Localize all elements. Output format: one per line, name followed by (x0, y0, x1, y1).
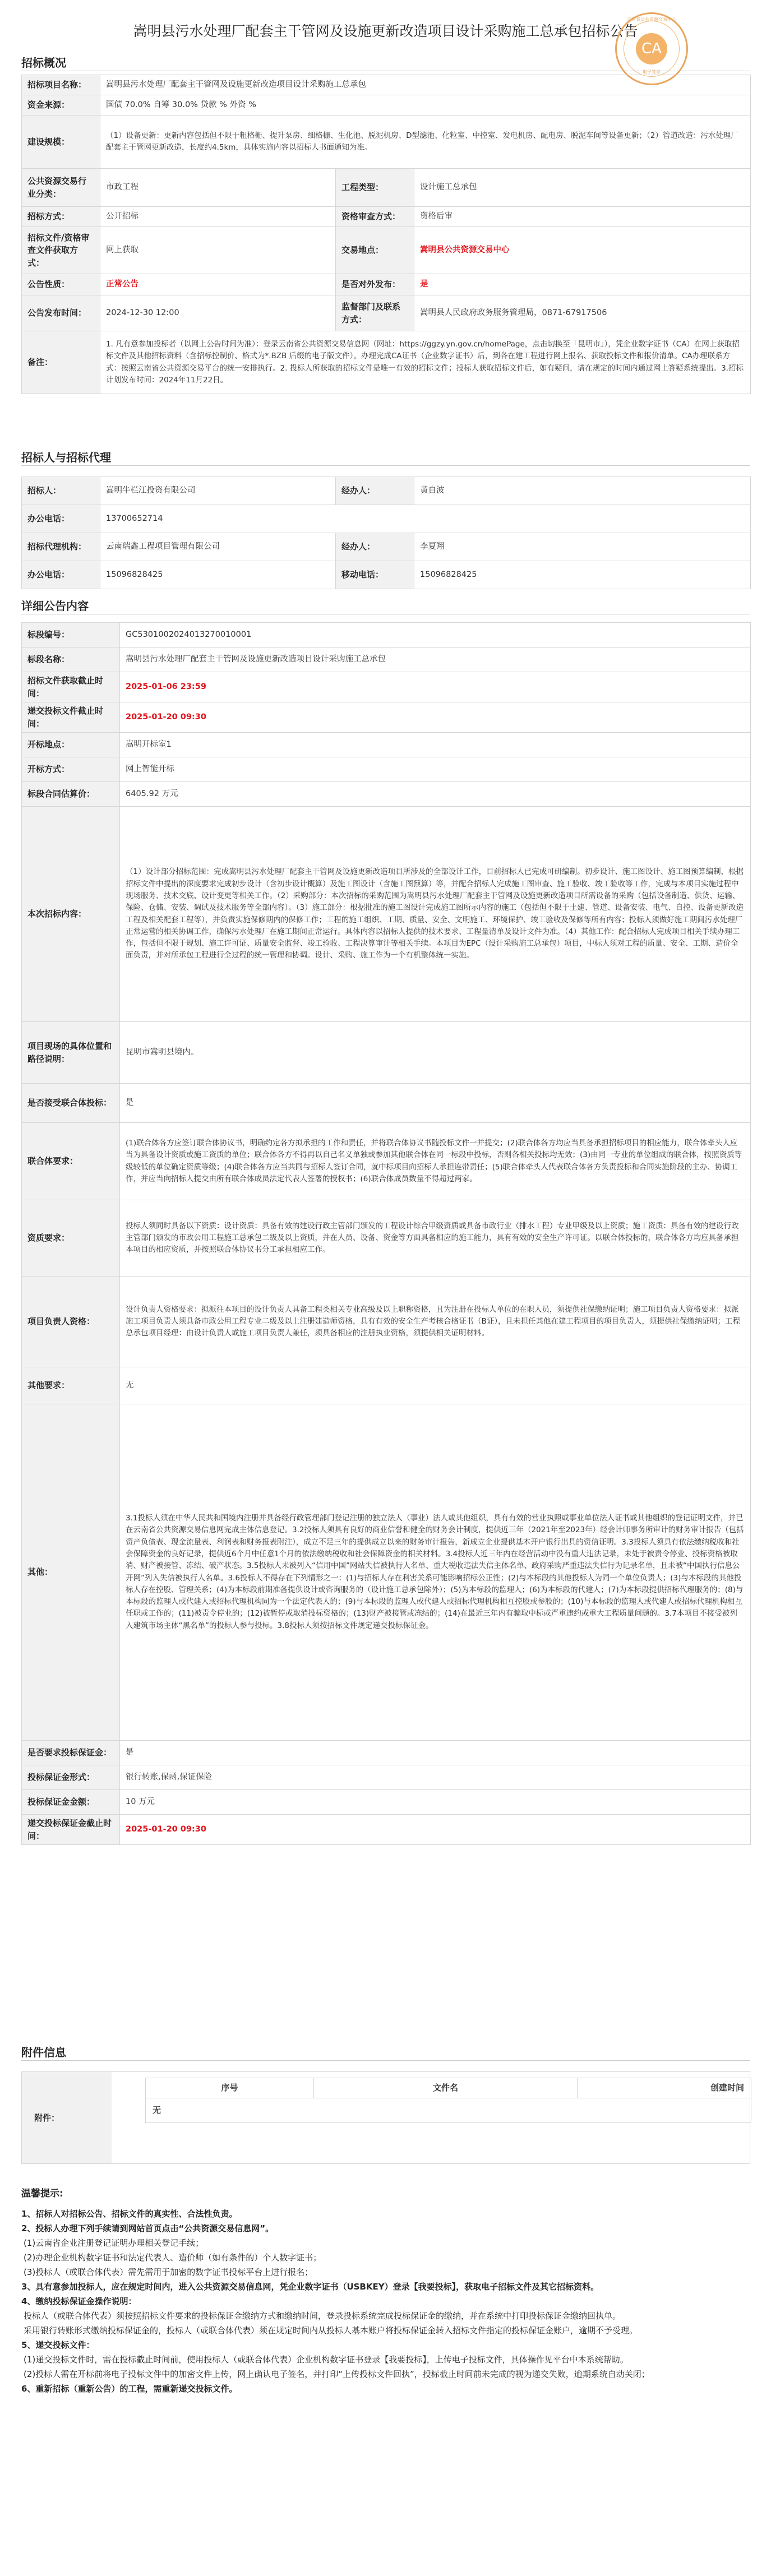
agency: 云南瑞鑫工程项目管理有限公司 (100, 533, 336, 561)
label: 经办人： (336, 477, 414, 505)
col-header: 文件名 (314, 2078, 578, 2098)
tenderer: 嵩明牛栏江投资有限公司 (100, 477, 336, 505)
label: 公告发布时间： (22, 295, 100, 331)
note-line: 采用银行转账形式缴纳投标保证金的，投标人（或联合体代表）须在规定时间内从投标人基本账户将投标保证金转入招标文件指定的投标保证金账户，逾期不予受理。 (24, 2325, 638, 2335)
overview-table (21, 75, 751, 394)
page-title: 嵩明县污水处理厂配套主干管网及设施更新改造项目设计采购施工总承包招标公告 (133, 23, 638, 39)
external-publish: 是 (414, 274, 751, 295)
label: 是否要求投标保证金： (22, 1741, 120, 1765)
label: 递交投标文件截止时间： (22, 702, 120, 733)
note-line: (3)投标人（或联合体代表）需先需用于加密的数字证书投标平台上进行报名； (24, 2267, 313, 2277)
seal-logo: CA (636, 33, 667, 64)
label: 标段合同估算价： (22, 782, 120, 807)
label: 招标文件获取截止时间： (22, 672, 120, 702)
trade-category: 市政工程 (100, 169, 336, 207)
label: 是否接受联合体投标： (22, 1084, 120, 1123)
details-table (21, 622, 751, 1845)
divider (21, 2060, 750, 2061)
margin-form: 银行转账,保函,保证保险 (120, 1765, 751, 1790)
label: 移动电话： (336, 561, 414, 589)
notice-nature: 正常公告 (100, 274, 336, 295)
monitor-dept: 嵩明县人民政府政务服务管理局，0871-67917506 (414, 295, 751, 331)
label: 招标方式： (22, 207, 100, 227)
label: 项目负责人资格： (22, 1277, 120, 1367)
label: 招标文件/资格审查文件获取方式： (22, 227, 100, 274)
attachment-table (145, 2078, 751, 2123)
section-code: GC5301002024013270010001 (120, 623, 751, 648)
section-title-people: 招标人与招标代理 (21, 451, 111, 464)
divider (21, 465, 750, 466)
label: 公告性质： (22, 274, 100, 295)
joint-requirements: (1)联合体各方应签订联合体协议书，明确约定各方拟承担的工作和责任，并将联合体协议书随投标文件一并提交；(2)联合体各方均应当具备承担招标项目的相应能力，联合体牵头人应当为具备设计资质或施工资质的单位；联合体各方不得再以自己名义单独或参加其他联合体在同一标段中投标，否则各相关投标均无效；(3)由同一专业的单位组成的联合体，按照资质等级较低的单位确定资质等级；(4)联合体各方应当共同与招标人签订合同，就中标项目向招标人承担连带责任；(5)联合体牵头人代表联合体各方负责投标和合同实施阶段的主办、协调工作，并应当向招标人提交由所有联合体成员法定代表人签署的授权书；(6)联合体成员数量不得超过两家。 (120, 1123, 751, 1200)
label: 交易地点： (336, 227, 414, 274)
label: 项目现场的具体位置和路径说明： (22, 1022, 120, 1084)
tender-scope: （1）设计部分招标范围：完成嵩明县污水处理厂配套主干管网及设施更新改造项目所涉及的全部设计工作，目前招标人已完成可研编制。初步设计、施工图设计、施工图预算编制，根据招标文件中提出的深度要求完成初步设计（含初步设计概算）及施工图设计（含施工图预算）等，并配合招标人完成施工图审查、施工验收、竣工验收等工作，完成与本项目实施过程中现场服务、技术交底、设计变更等相关工作。（2）采购部分：本次招标的采购范围为嵩明县污水处理厂配套主干管网及设施更新改造项目所需设备的采购（包括设备制造、供货、运输、保险、仓储、安装、调试及技术服务等全部内容）。（3）施工部分：根据批准的施工图设计完成施工图所示内容的施工（包括但不限于土建、管道、设备安装、电气、自控、设备更新改造工程及相关配套工程等），并负责实施保修期内的保修工作；工程的施工组织、工期、质量、安全、文明施工、环境保护、竣工验收及保修等所有内容；投标人须做好施工期间污水处理厂正常运营的相关协调工作，确保污水处理厂在施工期间正常运行。具体内容以招标人提供的技术要求、工程量清单及设计文件为准。（4）其他工作：配合招标人完成项目相关手续办理工作，包括但不限于规划、施工许可证、质量安全监督、竣工验收、工程决算审计等相关手续。本项目为EPC（设计采购施工总承包）项目，中标人须对工程的质量、安全、工期、造价全面负责，并对所承包工程进行全过程的统一管理和协调。设计、采购、施工作为一个有机整体统一实施。 (120, 807, 751, 1022)
tenderer-agent: 黄自波 (414, 477, 751, 505)
margin-amount: 10 万元 (120, 1790, 751, 1815)
seal-top-text: 云南省公共资源交易中心 (627, 17, 676, 22)
label: 标段编号： (22, 623, 120, 648)
fund-source: 国债 70.0% 自筹 30.0% 贷款 % 外资 % (100, 95, 751, 115)
label: 招标人： (22, 477, 100, 505)
label: 递交投标保证金截止时间： (22, 1815, 120, 1845)
label: 资质要求： (22, 1200, 120, 1277)
trade-venue: 嵩明县公共资源交易中心 (414, 227, 751, 274)
note-line: (1)云南省企业注册登记证明办理相关登记手续； (24, 2238, 204, 2248)
agency-phone: 15096828425 (100, 561, 336, 589)
label: 招标项目名称： (22, 75, 100, 95)
joint-bid: 是 (120, 1084, 751, 1123)
attachment-empty: 无 (146, 2098, 751, 2123)
other-requirements: 无 (120, 1367, 751, 1404)
note-line: (2)办理企业机构数字证书和法定代表人、造价师（如有条件的）个人数字证书； (24, 2253, 322, 2263)
label: 开标地点： (22, 733, 120, 757)
agency-mobile: 15096828425 (414, 561, 751, 589)
label: 标段名称： (22, 648, 120, 672)
label: 监督部门及联系方式： (336, 295, 414, 331)
label: 其他要求： (22, 1367, 120, 1404)
label: 开标方式： (22, 757, 120, 782)
obtain-method: 网上获取 (100, 227, 336, 274)
qualification: 投标人须同时具备以下资质：设计资质：具备有效的建设行政主管部门颁发的工程设计综合甲级资质或具备市政行业（排水工程）专业甲级及以上资质；施工资质：具备有效的建设行政主管部门颁发的市政公用工程施工总承包二级及以上资质，并在人员、设备、资金等方面具备相应的施工能力，具有有效的安全生产许可证。以联合体投标的，联合体各方均应具备承担本项目的相应资质，并按照联合体协议书分工承担相应工作。 (120, 1200, 751, 1277)
attachment-box (21, 2071, 750, 2164)
people-table (21, 477, 751, 589)
label: 本次招标内容： (22, 807, 120, 1022)
label: 其他： (22, 1404, 120, 1741)
label: 办公电话： (22, 561, 100, 589)
note-line: 1、招标人对招标公告、招标文件的真实性、合法性负责。 (21, 2209, 238, 2219)
remark: 1. 凡有意参加投标者（以网上公告时间为准）：登录云南省公共资源交易信息网（网址：https://ggzy.yn.gov.cn/homePage，点击切换至「昆明市」），凭企业数字证书（CA）在网上获取招标文件及其他招标资料（含招标控制价、格式为*.BZB 后缀的电子版文件）。办理完成CA证书（企业数字证书）后，到各在建工程进行网上报名、获取投标文件和报价清单。CA办理联系方式：按照云南省公共资源交易平台的统一安排执行。2. 投标人所获取的招标文件是唯一有效的招标文件；投标人获取招标文件后，如有疑问，请在规定的时间内通过网上答疑系统提出。3.招标计划发布时间：2024年11月22日。 (100, 331, 751, 394)
note-line: 5、递交投标文件： (21, 2340, 95, 2350)
submit-deadline: 2025-01-20 09:30 (120, 702, 751, 733)
seal-bottom-text: 电子签章 (643, 70, 661, 75)
label: 备注： (22, 331, 100, 394)
note-line: (2)投标人需在开标前将电子投标文件中的加密文件上传，网上确认电子签名，并打印“上传投标文件回执”，投标截止时间前未完成的视为递交失败，逾期系统自动关闭； (24, 2369, 650, 2379)
label: 资格审查方式： (336, 207, 414, 227)
note-line: 3、具有意参加投标人，应在规定时间内，进入公共资源交易信息网，凭企业数字证书（USBKEY）登录【我要投标】，获取电子招标文件及其它招标资料。 (21, 2282, 599, 2292)
col-header: 创建时间 (578, 2078, 751, 2098)
notes-list (21, 2207, 750, 2396)
label: 招标代理机构： (22, 533, 100, 561)
note-line: (1)递交投标文件时，需在投标截止时间前，使用投标人（或联合体代表）企业机构数字证书登录【我要投标】，上传电子投标文件，具体操作见平台中本系统帮助。 (24, 2355, 629, 2365)
note-line: 6、重新招标（重新公告）的工程，需重新递交投标文件。 (21, 2384, 238, 2394)
label: 投标保证金形式： (22, 1765, 120, 1790)
site-location: 昆明市嵩明县境内。 (120, 1022, 751, 1084)
note-line: 投标人（或联合体代表）须按照招标文件要求的投标保证金缴纳方式和缴纳时间，登录投标系统完成投标保证金的缴纳，并在系统中打印投标保证金缴纳回执单。 (24, 2311, 621, 2321)
label: 资金来源： (22, 95, 100, 115)
label: 办公电话： (22, 505, 100, 533)
label: 联合体要求： (22, 1123, 120, 1200)
build-scale: （1）设备更新：更新内容包括但不限于粗格栅、提升泵房、细格栅、生化池、脱泥机房、D型滤池、化粒室、中控室、发电机房、配电房、脱泥车间等设备更新；（2）管道改造：污水处理厂配套主干管网更新改造，长度约4.5km，具体实施内容以招标人书面通知为准。 (100, 115, 751, 169)
label: 是否对外发布： (336, 274, 414, 295)
label: 公共资源交易行业分类： (22, 169, 100, 207)
tenderer-phone: 13700652714 (100, 505, 751, 533)
engineering-type: 设计施工总承包 (414, 169, 751, 207)
label: 经办人： (336, 533, 414, 561)
others: 3.1投标人须在中华人民共和国境内注册并具备经行政管理部门登记注册的独立法人（事业）法人或其他组织，具有有效的营业执照或事业单位法人证书或其他组织的登记证明文件，并已在云南省公共资源交易信息网完成主体信息登记。3.2投标人须具有良好的商业信誉和健全的财务会计制度，提供近三年（2021年至2023年）经会计师事务所审计的财务审计报告（包括资产负债表、现金流量表、利润表和财务报表附注），成立不足三年的提供成立以来的财务审计报告，新成立企业提供基本开户银行出具的资信证明。3.3投标人须具有依法缴纳税收和社会保障资金的良好记录，提供近6个月中任意1个月的依法缴纳税收和社会保障资金的相关材料。3.4投标人近三年内在经营活动中没有重大违法记录，未处于被责令停业、投标资格被取消、财产被接管、冻结、破产状态。3.5投标人未被列入“信用中国”网站失信被执行人名单、重大税收违法失信主体名单、政府采购严重违法失信行为记录名单，且未被“中国执行信息公开网”列入失信被执行人名单。3.6投标人不得存在下列情形之一：(1)与招标人存在利害关系可能影响招标公正性；(2)与本标段的其他投标人为同一个单位负责人；(3)与本标段的其他投标人存在控股、管理关系；(4)为本标段前期准备提供设计或咨询服务的（设计施工总承包除外）；(5)为本标段的监理人；(6)为本标段的代建人；(7)为本标段提供招标代理服务的；(8)与本标段的监理人或代建人或招标代理机构同为一个法定代表人的；(9)与本标段的监理人或代建人或招标代理机构相互控股或参股的；(10)与本标段的监理人或代建人或招标代理机构相互任职或工作的；(11)被责令停业的；(12)被暂停或取消投标资格的；(13)财产被接管或冻结的；(14)在最近三年内有骗取中标或严重违约或重大工程质量问题的。3.7本项目不接受被列入建筑市场主体“黑名单”的投标人参与投标。3.8投标人须按招标文件规定递交投标保证金。 (120, 1404, 751, 1741)
margin-required: 是 (120, 1741, 751, 1765)
margin-deadline: 2025-01-20 09:30 (120, 1815, 751, 1845)
open-method: 网上智能开标 (120, 757, 751, 782)
publish-time: 2024-12-30 12:00 (100, 295, 336, 331)
review-method: 资格后审 (414, 207, 751, 227)
attachment-label: 附件： (22, 2072, 112, 2163)
note-line: 4、缴纳投标保证金操作说明： (21, 2296, 137, 2306)
open-place: 嵩明开标室1 (120, 733, 751, 757)
col-header: 序号 (146, 2078, 314, 2098)
notes-heading: 温馨提示: (21, 2188, 63, 2199)
label: 工程类型： (336, 169, 414, 207)
section-title-details: 详细公告内容 (21, 599, 89, 613)
budget: 6405.92 万元 (120, 782, 751, 807)
tender-method: 公开招标 (100, 207, 336, 227)
notes (21, 2186, 750, 2396)
project-name: 嵩明县污水处理厂配套主干管网及设施更新改造项目设计采购施工总承包 (100, 75, 751, 95)
file-deadline: 2025-01-06 23:59 (120, 672, 751, 702)
agency-agent: 李夏翔 (414, 533, 751, 561)
label: 建设规模： (22, 115, 100, 169)
section-title-attachment: 附件信息 (21, 2046, 66, 2059)
section-title-overview: 招标概况 (21, 56, 66, 70)
note-line: 2、投标人办理下列手续请到网站首页点击“公共资源交易信息网”。 (21, 2223, 274, 2233)
section-name: 嵩明县污水处理厂配套主干管网及设施更新改造项目设计采购施工总承包 (120, 648, 751, 672)
label: 投标保证金金额： (22, 1790, 120, 1815)
pm-qualification: 设计负责人资格要求：拟派往本项目的设计负责人具备工程类相关专业高级及以上职称资格，且为注册在投标人单位的在职人员，须提供社保缴纳证明；施工项目负责人资格要求：拟派施工项目负责人须具备市政公用工程专业二级及以上注册建造师资格，具有有效的安全生产考核合格证书（B证），且未担任其他在建工程项目的项目负责人，须提供社保缴纳证明；工程总承包项目经理：由设计负责人或施工项目负责人兼任，须具备相应的注册执业资格，须提供相关证明材料。 (120, 1277, 751, 1367)
